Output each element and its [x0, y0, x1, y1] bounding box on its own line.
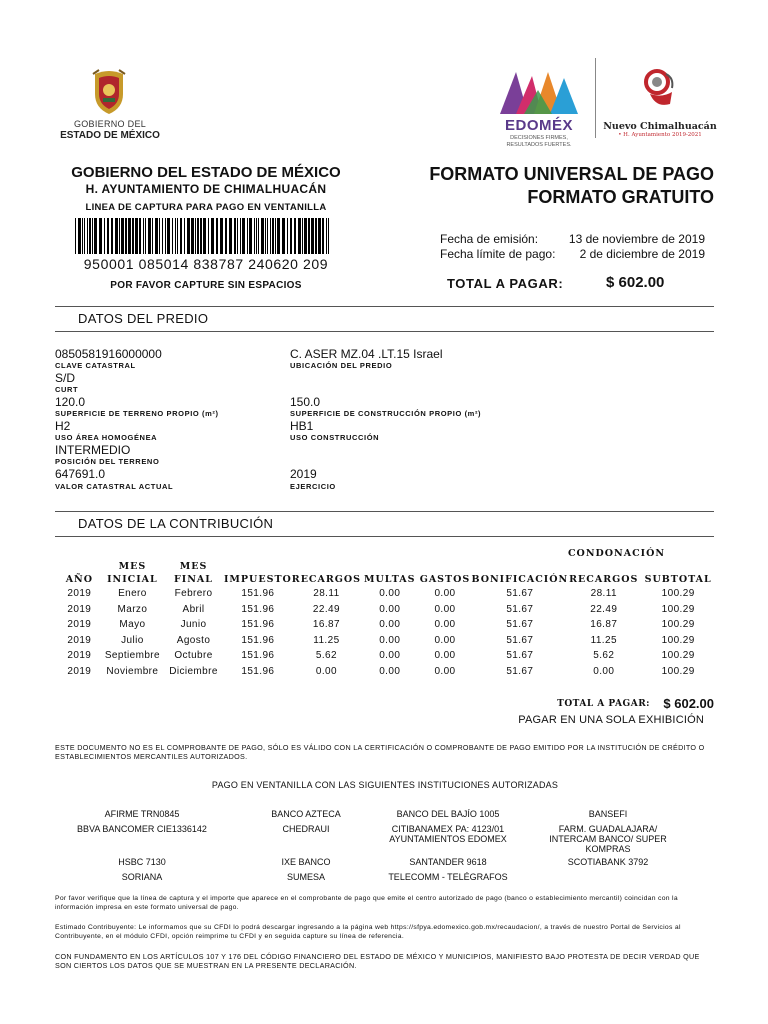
table-cell: 28.11 — [313, 588, 340, 600]
chimalhuacan-logo — [598, 68, 722, 138]
institution-name: SORIANA — [121, 872, 163, 882]
chimalhuacan-emblem-icon — [642, 68, 676, 110]
edomex-tag-line1: DECISIONES FIRMES, — [510, 135, 568, 141]
table-cell: 0.00 — [315, 665, 337, 677]
institution-name: AFIRME TRN0845 — [104, 809, 180, 819]
table-cell: 100.29 — [661, 619, 695, 631]
contrib-total-value: $ 602.00 — [663, 696, 714, 711]
table-cell: 100.29 — [661, 665, 695, 677]
barcode-bar — [121, 218, 124, 254]
barcode-bar — [195, 218, 196, 254]
ubicacion-value: C. ASER MZ.04 .LT.15 Israel — [290, 347, 443, 361]
table-cell: 151.96 — [241, 634, 275, 646]
table-cell: Marzo — [117, 603, 148, 615]
table-cell: 28.11 — [590, 588, 617, 600]
table-cell: 11.25 — [590, 634, 617, 646]
contrib-section-title: DATOS DE LA CONTRIBUCIÓN — [78, 516, 274, 531]
barcode-bar — [84, 218, 85, 254]
predio-section-title: DATOS DEL PREDIO — [78, 311, 209, 326]
barcode-bar — [265, 218, 266, 254]
table-cell: 100.29 — [661, 634, 695, 646]
chimal-name: Nuevo Chimalhuacán — [603, 121, 717, 132]
table-row — [57, 602, 717, 618]
barcode-bar — [119, 218, 120, 254]
sup-construccion-label: SUPERFICIE DE CONSTRUCCIÓN PROPIO (m²) — [290, 409, 482, 418]
table-cell: Agosto — [176, 634, 211, 646]
barcode-bar — [180, 218, 182, 254]
institution-name: FARM. GUADALAJARA/ INTERCAM BANCO/ SUPER KOMPRAS — [549, 824, 667, 854]
institution-name: BBVA BANCOMER CIE1336142 — [77, 824, 207, 834]
barcode-bar — [78, 218, 81, 254]
institution-name: CHEDRAUI — [282, 824, 330, 834]
barcode-bar — [237, 218, 238, 254]
table-cell: 16.87 — [312, 619, 340, 631]
barcode-bar — [175, 218, 176, 254]
institution-name: BANSEFI — [588, 809, 628, 819]
contrib-top-rule — [55, 511, 714, 512]
curt-value: S/D — [55, 371, 76, 385]
table-cell: 51.67 — [506, 588, 534, 600]
valor-catastral-value: 647691.0 — [55, 467, 106, 481]
barcode-bar — [254, 218, 255, 254]
clave-catastral-value: 0850581916000000 — [55, 347, 162, 361]
table-cell: Enero — [118, 588, 147, 600]
institutions-title: PAGO EN VENTANILLA CON LAS SIGUIENTES INSTITUCIONES AUTORIZADAS — [211, 780, 559, 790]
table-cell: 5.62 — [315, 650, 337, 662]
barcode-bar — [211, 218, 214, 254]
table-cell: 0.00 — [379, 619, 401, 631]
sup-construccion-value: 150.0 — [290, 395, 321, 409]
barcode-bar — [315, 218, 317, 254]
col-header: MULTAS — [364, 574, 416, 585]
institution-name: SANTANDER 9618 — [409, 857, 487, 867]
barcode-bar — [162, 218, 163, 254]
contribution-table — [57, 556, 717, 679]
col-header: GASTOS — [419, 574, 471, 585]
table-cell: 0.00 — [434, 588, 456, 600]
col-header: MES INICIAL — [107, 561, 158, 585]
table-cell: 0.00 — [379, 588, 401, 600]
table-cell: 0.00 — [593, 665, 615, 677]
edomex-logo — [493, 64, 585, 154]
table-cell: Mayo — [119, 619, 146, 631]
table-row — [57, 617, 717, 633]
table-cell: 0.00 — [434, 665, 456, 677]
barcode-bar — [132, 218, 134, 254]
barcode-bar — [258, 218, 259, 254]
col-header: IMPUESTO — [223, 574, 292, 585]
barcode-bar — [304, 218, 307, 254]
valor-catastral-label: VALOR CATASTRAL ACTUAL — [55, 482, 174, 491]
barcode-bar — [99, 218, 102, 254]
barcode-bar — [203, 218, 206, 254]
table-row — [57, 633, 717, 649]
barcode-bar — [143, 218, 144, 254]
table-cell: 151.96 — [241, 665, 275, 677]
barcode-bar — [247, 218, 248, 254]
uso-construccion-label: USO CONSTRUCCIÓN — [290, 433, 380, 442]
barcode-bar — [229, 218, 232, 254]
table-cell: Febrero — [174, 588, 213, 600]
table-cell: 2019 — [67, 634, 92, 646]
org-line1: GOBIERNO DEL ESTADO DE MÉXICO — [71, 164, 341, 181]
barcode-bar — [311, 218, 314, 254]
table-cell: 151.96 — [241, 603, 275, 615]
condonacion-label: CONDONACIÓN — [568, 548, 666, 559]
barcode-bar — [256, 218, 257, 254]
barcode-bar — [277, 218, 280, 254]
posicion-terreno-label: POSICIÓN DEL TERRENO — [55, 457, 160, 466]
barcode-bar — [159, 218, 160, 254]
barcode-bar — [89, 218, 91, 254]
edomex-m-icon — [498, 68, 580, 116]
col-header: MES FINAL — [174, 561, 213, 585]
barcode-bar — [155, 218, 158, 254]
table-cell: 151.96 — [241, 650, 275, 662]
table-cell: 0.00 — [434, 619, 456, 631]
predio-bottom-rule — [55, 331, 714, 332]
doc-title-line2: FORMATO GRATUITO — [527, 187, 714, 207]
barcode-bar — [197, 218, 199, 254]
capture-note: POR FAVOR CAPTURE SIN ESPACIOS — [110, 280, 302, 291]
barcode-bar — [216, 218, 218, 254]
barcode-bar — [249, 218, 252, 254]
barcode-bar — [302, 218, 303, 254]
barcode-bar — [270, 218, 271, 254]
doc-title-line1: FORMATO UNIVERSAL DE PAGO — [429, 164, 714, 184]
exhibition-note: PAGAR EN UNA SOLA EXHIBICIÓN — [518, 714, 704, 726]
barcode-bar — [275, 218, 276, 254]
barcode-bar — [139, 218, 141, 254]
barcode-bar — [172, 218, 173, 254]
ejercicio-value: 2019 — [290, 467, 317, 481]
institution-name: SUMESA — [286, 872, 325, 882]
sup-terreno-label: SUPERFICIE DE TERRENO PROPIO (m²) — [55, 409, 219, 418]
logo-divider — [595, 58, 596, 138]
table-cell: 51.67 — [506, 665, 534, 677]
table-cell: 0.00 — [379, 634, 401, 646]
institution-name: BANCO DEL BAJÍO 1005 — [396, 809, 500, 819]
barcode-bar — [167, 218, 170, 254]
barcode-bar — [328, 218, 329, 254]
barcode-bar — [318, 218, 321, 254]
institution-name: SCOTIABANK 3792 — [567, 857, 649, 867]
table-cell: 2019 — [67, 603, 92, 615]
barcode-bar — [322, 218, 324, 254]
barcode-bar — [308, 218, 310, 254]
table-cell: 2019 — [67, 665, 92, 677]
legal-declaration: CON FUNDAMENTO EN LOS ARTÍCULOS 107 Y 176 DEL CÓDIGO FINANCIERO DEL ESTADO DE MÉXICO Y MUNICIPIOS, MANIFIESTO BAJO PROTESTA DE DECIR VERDAD QUE SON CIERTOS LOS DATOS QUE SE MUESTRAN EN LA PRESENTE DECLARACIÓN. — [55, 952, 700, 970]
payment-disclaimer: ESTE DOCUMENTO NO ES EL COMPROBANTE DE PAGO, SÓLO ES VÁLIDO CON LA CERTIFICACIÓN O COMPROBANTE DE PAGO EMITIDO POR LA INSTITUCIÓN DE CRÉDITO O ESTABLECIMIENTOS MERCANTILES AUTORIZADOS. — [55, 743, 705, 761]
table-cell: 100.29 — [661, 603, 695, 615]
barcode-bar — [87, 218, 88, 254]
table-cell: 2019 — [67, 619, 92, 631]
header-total-label: TOTAL A PAGAR: — [447, 276, 564, 291]
contrib-bottom-rule — [55, 536, 714, 537]
coat-of-arms-icon — [89, 68, 129, 116]
barcode-bar — [145, 218, 146, 254]
table-cell: 11.25 — [313, 634, 340, 646]
barcode-bar — [92, 218, 93, 254]
table-cell: 151.96 — [241, 588, 275, 600]
edomex-tag-line2: RESULTADOS FUERTES. — [506, 142, 572, 148]
barcode-bar — [177, 218, 178, 254]
barcode-bar — [225, 218, 227, 254]
ubicacion-label: UBICACIÓN DEL PREDIO — [290, 361, 393, 370]
table-cell: Noviembre — [106, 665, 159, 677]
table-cell: Junio — [180, 619, 207, 631]
barcode — [75, 218, 333, 254]
table-cell: 100.29 — [661, 650, 695, 662]
barcode-bar — [165, 218, 166, 254]
col-header: RECARGOS — [291, 574, 362, 585]
limit-value: 2 de diciembre de 2019 — [579, 247, 705, 261]
table-cell: 2019 — [67, 650, 92, 662]
chimal-sub: • H. Ayuntamiento 2019-2021 — [618, 132, 702, 138]
barcode-bar — [234, 218, 236, 254]
org-line2: H. AYUNTAMIENTO DE CHIMALHUACÁN — [85, 182, 327, 196]
table-cell: 51.67 — [506, 619, 534, 631]
header-total-value: $ 602.00 — [606, 274, 665, 291]
barcode-bar — [261, 218, 264, 254]
col-header: RECARGOS — [569, 574, 639, 585]
area-homogenea-value: H2 — [55, 419, 71, 433]
table-cell: 0.00 — [379, 650, 401, 662]
barcode-bar — [111, 218, 113, 254]
barcode-bar — [115, 218, 118, 254]
uso-construccion-value: HB1 — [290, 419, 314, 433]
table-cell: 51.67 — [506, 634, 534, 646]
curt-label: CURT — [55, 385, 79, 394]
gob-logo-line1: GOBIERNO DEL — [73, 119, 147, 129]
barcode-bar — [184, 218, 185, 254]
table-cell: 22.49 — [312, 603, 340, 615]
table-cell: 16.87 — [590, 619, 618, 631]
table-cell: Julio — [121, 634, 144, 646]
institution-name: IXE BANCO — [281, 857, 331, 867]
barcode-bar — [107, 218, 109, 254]
table-row — [57, 664, 717, 680]
clave-catastral-label: CLAVE CATASTRAL — [55, 361, 136, 370]
institution-name: TELECOMM - TELÉGRAFOS — [388, 872, 508, 882]
table-cell: 51.67 — [506, 603, 534, 615]
table-cell: 2019 — [67, 588, 92, 600]
col-header: AÑO — [65, 574, 94, 585]
table-row — [57, 648, 717, 664]
barcode-bar — [187, 218, 190, 254]
col-header: BONIFICACIÓN — [471, 574, 569, 585]
barcode-bar — [267, 218, 268, 254]
table-cell: 0.00 — [379, 603, 401, 615]
emission-label: Fecha de emisión: — [440, 232, 539, 246]
table-cell: Abril — [182, 603, 205, 615]
barcode-bar — [135, 218, 138, 254]
barcode-bar — [326, 218, 327, 254]
predio-top-rule — [55, 306, 714, 307]
barcode-bar — [242, 218, 245, 254]
barcode-number: 950001 085014 838787 240620 209 — [83, 256, 329, 272]
contrib-total-label: TOTAL A PAGAR: — [557, 699, 650, 709]
table-row — [57, 586, 717, 602]
barcode-bar — [290, 218, 292, 254]
barcode-bar — [125, 218, 127, 254]
table-cell: Diciembre — [169, 665, 218, 677]
contribution-header-row — [57, 556, 717, 586]
col-header: SUBTOTAL — [644, 574, 712, 585]
barcode-bar — [94, 218, 97, 254]
barcode-bar — [294, 218, 296, 254]
table-cell: Octubre — [174, 650, 213, 662]
barcode-bar — [152, 218, 153, 254]
barcode-bar — [200, 218, 202, 254]
ejercicio-label: EJERCICIO — [290, 482, 336, 491]
verification-note: Por favor verifique que la línea de captura y el importe que aparece en el comprobante de pago que emite el centro autorizado de pago (banco o establecimiento mercantil) coincidan con la información impresa en este formato universal de pago. — [55, 895, 678, 911]
barcode-bar — [82, 218, 83, 254]
table-cell: 151.96 — [241, 619, 275, 631]
barcode-bar — [282, 218, 285, 254]
area-homogenea-label: USO ÁREA HOMOGÉNEA — [55, 433, 158, 442]
table-cell: 5.62 — [593, 650, 615, 662]
table-cell: Septiembre — [104, 650, 160, 662]
gobierno-estado-logo — [55, 68, 165, 148]
barcode-bar — [75, 218, 76, 254]
institution-name: HSBC 7130 — [118, 857, 166, 867]
barcode-bar — [104, 218, 105, 254]
barcode-bar — [128, 218, 131, 254]
barcode-bar — [208, 218, 209, 254]
barcode-bar — [220, 218, 223, 254]
barcode-bar — [298, 218, 301, 254]
barcode-bar — [287, 218, 288, 254]
table-cell: 0.00 — [434, 634, 456, 646]
sup-terreno-value: 120.0 — [55, 395, 86, 409]
institution-name: CITIBANAMEX PA: 4123/01 AYUNTAMIENTOS EDOMEX — [389, 824, 507, 844]
barcode-bar — [148, 218, 151, 254]
barcode-bar — [272, 218, 274, 254]
emission-value: 13 de noviembre de 2019 — [568, 232, 705, 246]
cfdi-note: Estimado Contribuyente: Le informamos que su CFDI lo podrá descargar ingresando a la página web https://sfpya.edomexico.gob.mx/recaudacion/, a través de nuestro Portal de Servicios al Contribuyente, en el módulo CFDI, opción reimprime tu CFDI y en seguida capture su línea de referencia. — [55, 924, 681, 940]
table-cell: 0.00 — [434, 603, 456, 615]
table-cell: 0.00 — [434, 650, 456, 662]
institution-name: BANCO AZTECA — [271, 809, 341, 819]
gob-logo-line2: ESTADO DE MÉXICO — [60, 130, 160, 141]
table-cell: 22.49 — [590, 603, 618, 615]
posicion-terreno-value: INTERMEDIO — [55, 443, 131, 457]
capture-line-label: LINEA DE CAPTURA PARA PAGO EN VENTANILLA — [85, 202, 327, 213]
table-cell: 0.00 — [379, 665, 401, 677]
table-cell: 51.67 — [506, 650, 534, 662]
edomex-brand: EDOMÉX — [504, 117, 573, 134]
limit-label: Fecha límite de pago: — [440, 247, 556, 261]
barcode-bar — [240, 218, 241, 254]
table-cell: 100.29 — [661, 588, 695, 600]
barcode-bar — [191, 218, 194, 254]
